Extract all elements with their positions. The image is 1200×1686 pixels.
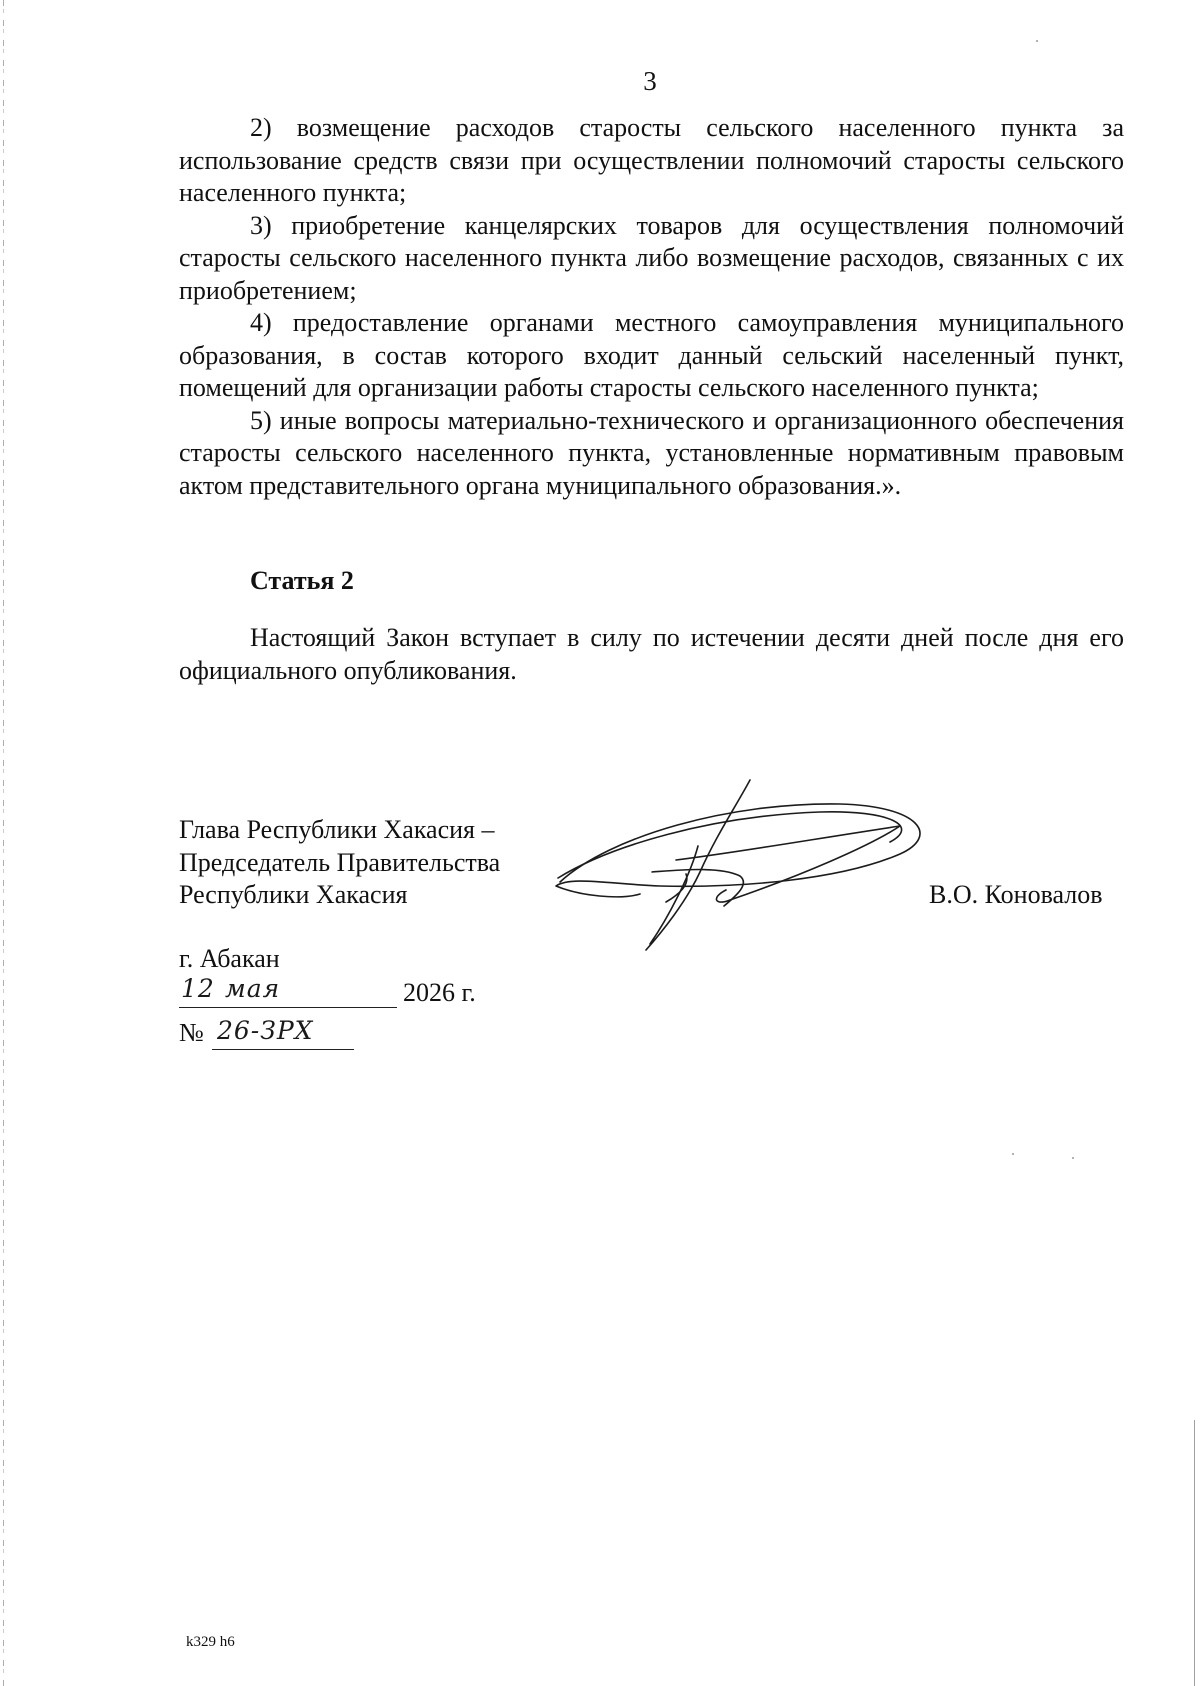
signatory-title-line: Глава Республики Хакасия – xyxy=(179,815,495,844)
footer-code: k329 h6 xyxy=(186,1634,235,1650)
article-2-text xyxy=(179,622,1124,687)
paragraph-item-3: 3) приобретение канцелярских товаров для осуществления полномочий старосты сельского населенного пункта либо возмещение расходов, связанных с их приобретением; xyxy=(179,210,1124,305)
signing-date xyxy=(179,976,519,1010)
signatory-title xyxy=(179,814,500,912)
page-number: 3 xyxy=(643,66,657,96)
scan-edge-right xyxy=(1194,1420,1195,1686)
place-of-signing: г. Абакан xyxy=(179,944,280,973)
article-1-continuation xyxy=(179,112,1124,502)
handwritten-day: 12 xyxy=(181,974,215,1003)
date-underline xyxy=(179,1007,397,1008)
date-year: 2026 г. xyxy=(403,978,476,1007)
signatory-title-line: Республики Хакасия xyxy=(179,880,408,909)
paragraph-item-4: 4) предоставление органами местного самоуправления муниципального образования, в состав которого входит данный сельский населенный пункт, помещений для организации работы старосты сельского населенного пункта; xyxy=(179,308,1124,402)
handwritten-law-number: 26-ЗРХ xyxy=(217,1016,314,1045)
scan-speck xyxy=(1012,1153,1014,1155)
scan-speck xyxy=(1036,40,1038,42)
signatory-title-line: Председатель Правительства xyxy=(179,847,501,877)
handwritten-month: мая xyxy=(225,974,281,1003)
scan-speck xyxy=(1072,1157,1074,1159)
article-2-paragraph: Настоящий Закон вступает в силу по истечении десяти дней после дня его официального опубликования. xyxy=(179,623,1124,685)
number-sign: № xyxy=(179,1018,204,1047)
paragraph-item-5: 5) иные вопросы материально-технического и организационного обеспечения старосты сельского населенного пункта, установленные нормативным правовым актом представительного органа муниципального образования.». xyxy=(179,405,1124,500)
signatory-name: В.О. Коновалов xyxy=(929,880,1103,909)
article-2-heading: Статья 2 xyxy=(250,566,354,595)
paragraph-item-2: 2) возмещение расходов старосты сельского населенного пункта за использование средств связи при осуществлении полномочий старосты сельского населенного пункта; xyxy=(179,113,1124,207)
handwritten-signature xyxy=(540,776,940,966)
law-number xyxy=(179,1016,379,1052)
scan-edge-left xyxy=(3,0,4,1686)
number-underline xyxy=(212,1049,354,1050)
